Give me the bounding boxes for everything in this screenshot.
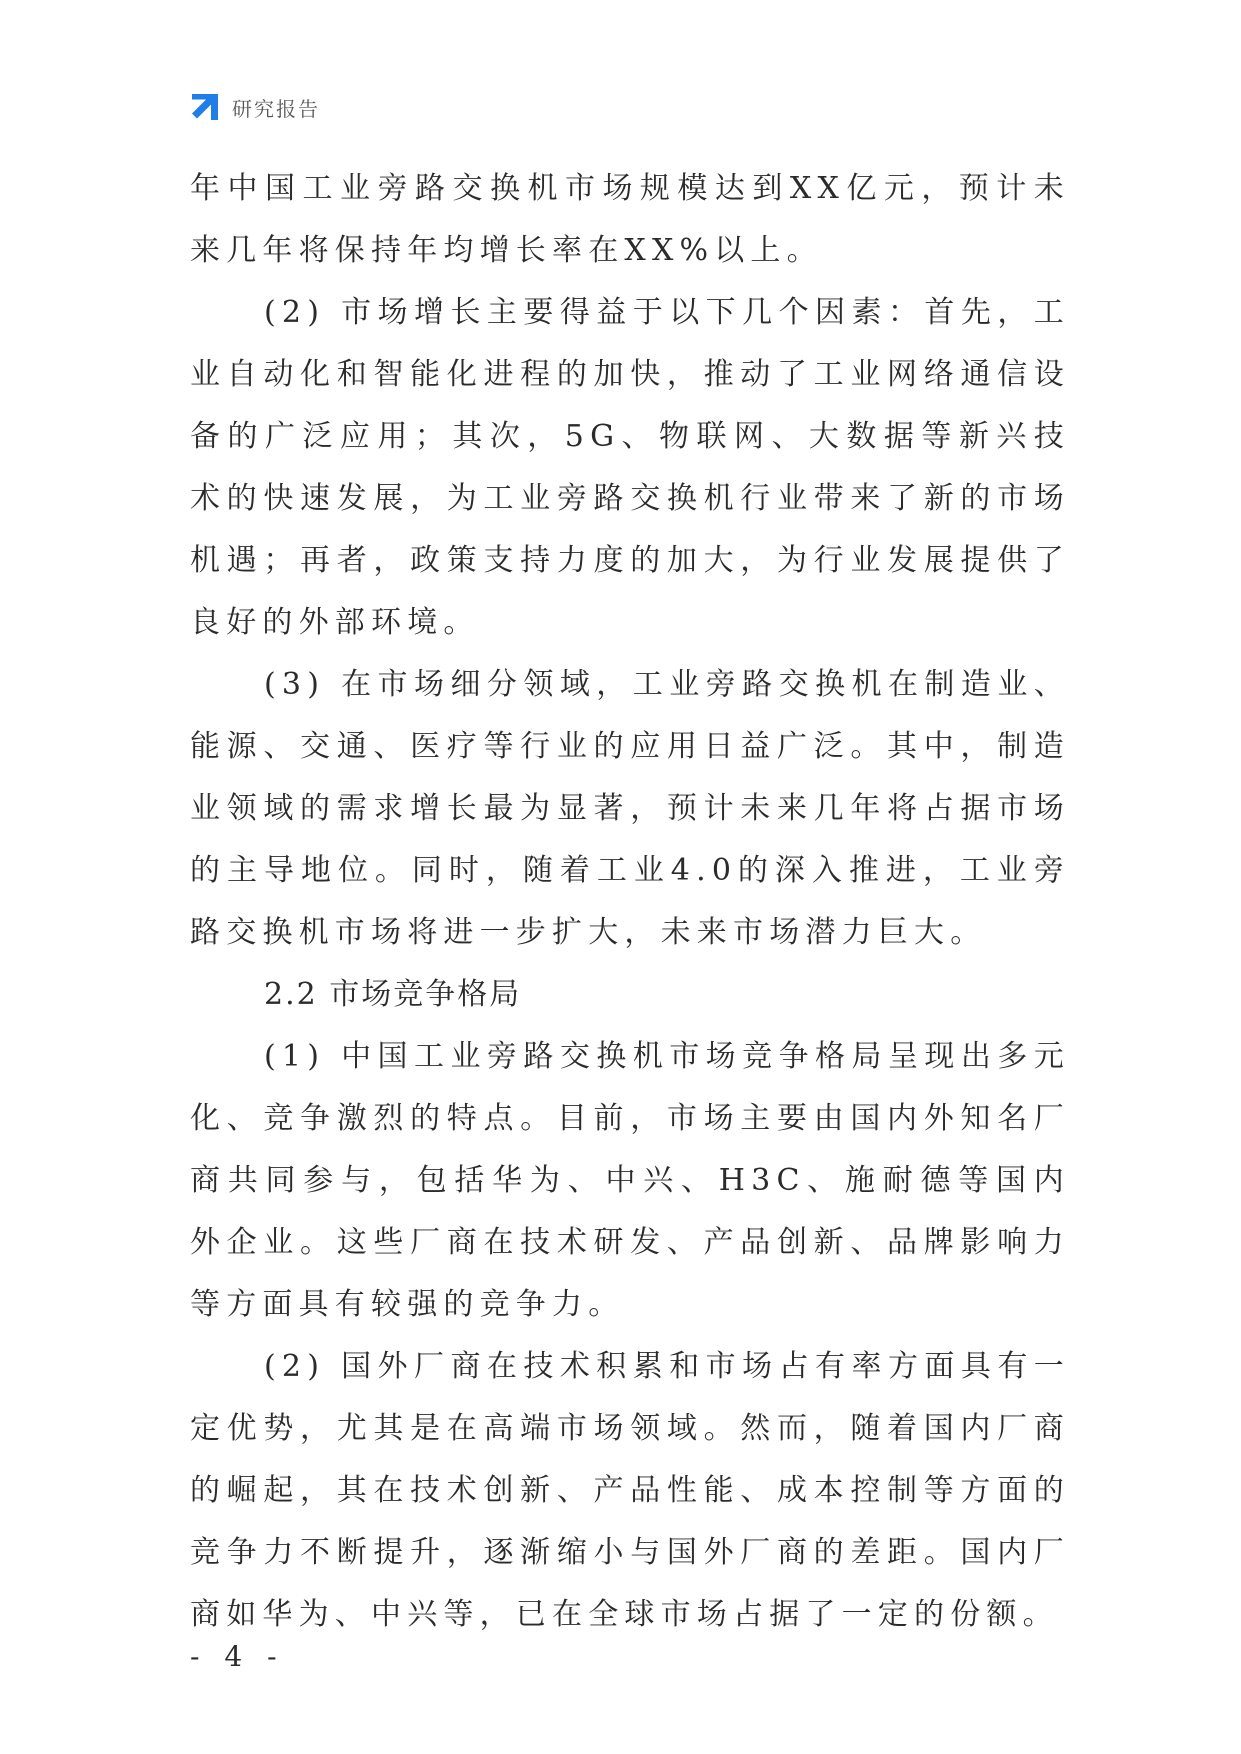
section-heading: 2.2 市场竞争格局 <box>264 977 522 1012</box>
paragraph-competition-landscape: (1) 中国工业旁路交换机市场竞争格局呈现出多元化、竞争激烈的特点。目前，市场主要由国内外知名厂商共同参与，包括华为、中兴、H3C、施耐德等国内外企业。这些厂商在技术研发、产品创新、品牌影响力等方面具有较强的竞争力。 <box>190 1039 1070 1322</box>
header-title: 研究报告 <box>232 96 320 121</box>
paragraph-market-segments: (3) 在市场细分领域，工业旁路交换机在制造业、能源、交通、医疗等行业的应用日益广泛。其中，制造业领域的需求增长最为显著，预计未来几年将占据市场的主导地位。同时，随着工业4.0的深入推进，工业旁路交换机市场将进一步扩大，未来市场潜力巨大。 <box>190 667 1070 950</box>
paragraph-continued: 年中国工业旁路交换机市场规模达到XX亿元，预计未来几年将保持年均增长率在XX%以上。 <box>190 171 1070 268</box>
paragraph-foreign-vs-domestic: (2) 国外厂商在技术积累和市场占有率方面具有一定优势，尤其是在高端市场领域。然而，随着国内厂商的崛起，其在技术创新、产品性能、成本控制等方面的竞争力不断提升，逐渐缩小与国外厂商的差距。国内厂商如华为、中兴等，已在全球市场占据了一定的份额。 <box>190 1349 1070 1632</box>
page-number: - 4 - <box>190 1640 285 1673</box>
page-header <box>190 90 320 124</box>
document-body <box>190 158 1070 1646</box>
paragraph-market-growth-factors: (2) 市场增长主要得益于以下几个因素：首先，工业自动化和智能化进程的加快，推动了工业网络通信设备的广泛应用；其次，5G、物联网、大数据等新兴技术的快速发展，为工业旁路交换机行业带来了新的市场机遇；再者，政策支持力度的加大，为行业发展提供了良好的外部环境。 <box>190 295 1070 640</box>
logo-arrow-icon <box>190 92 220 122</box>
